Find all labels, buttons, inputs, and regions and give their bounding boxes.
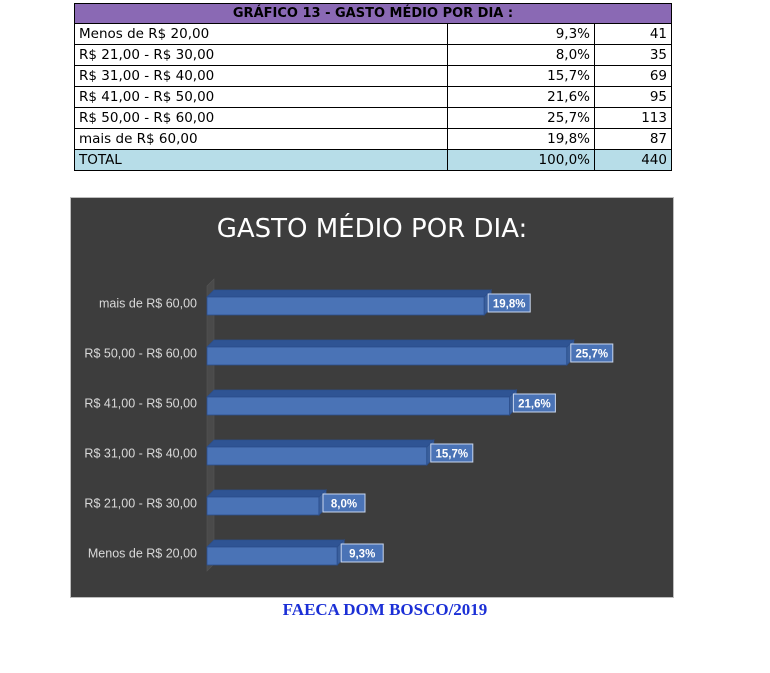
table-row bbox=[75, 129, 672, 150]
category-label: R$ 41,00 - R$ 50,00 bbox=[84, 396, 197, 411]
bar-top bbox=[207, 490, 326, 497]
total-count: 440 bbox=[595, 150, 672, 171]
table-row bbox=[75, 66, 672, 87]
row-percent: 21,6% bbox=[448, 87, 595, 108]
axis-wall bbox=[207, 279, 214, 571]
total-percent: 100,0% bbox=[448, 150, 595, 171]
bar bbox=[207, 397, 509, 415]
row-label: mais de R$ 60,00 bbox=[75, 129, 448, 150]
bar bbox=[207, 447, 427, 465]
row-percent: 8,0% bbox=[448, 45, 595, 66]
chart-panel bbox=[70, 197, 674, 598]
row-percent: 15,7% bbox=[448, 66, 595, 87]
bar bbox=[207, 297, 484, 315]
data-table bbox=[74, 3, 672, 171]
category-label: mais de R$ 60,00 bbox=[99, 296, 197, 311]
bar-top bbox=[207, 390, 516, 397]
bar bbox=[207, 347, 567, 365]
category-label: R$ 31,00 - R$ 40,00 bbox=[84, 446, 197, 461]
bar-top bbox=[207, 540, 344, 547]
total-label: TOTAL bbox=[75, 150, 448, 171]
data-label: 8,0% bbox=[330, 498, 358, 511]
table-row bbox=[75, 87, 672, 108]
data-label: 9,3% bbox=[349, 548, 376, 561]
row-label: Menos de R$ 20,00 bbox=[75, 24, 448, 45]
row-label: R$ 21,00 - R$ 30,00 bbox=[75, 45, 448, 66]
row-percent: 9,3% bbox=[448, 24, 595, 45]
category-label: Menos de R$ 20,00 bbox=[87, 546, 197, 561]
bar bbox=[207, 547, 337, 565]
footer-source: FAECA DOM BOSCO/2019 bbox=[282, 600, 488, 619]
bar-top bbox=[207, 440, 434, 447]
category-label: R$ 50,00 - R$ 60,00 bbox=[84, 346, 197, 361]
data-label: 19,8% bbox=[492, 298, 526, 311]
table-row bbox=[75, 108, 672, 129]
row-count: 113 bbox=[595, 108, 672, 129]
data-label: 21,6% bbox=[518, 398, 551, 411]
row-count: 95 bbox=[595, 87, 672, 108]
row-label: R$ 50,00 - R$ 60,00 bbox=[75, 108, 448, 129]
table-title: GRÁFICO 13 - GASTO MÉDIO POR DIA : bbox=[75, 4, 672, 24]
table-row bbox=[75, 45, 672, 66]
bar-top bbox=[207, 340, 574, 347]
row-count: 35 bbox=[595, 45, 672, 66]
row-percent: 19,8% bbox=[448, 129, 595, 150]
data-label: 15,7% bbox=[435, 448, 469, 461]
row-label: R$ 31,00 - R$ 40,00 bbox=[75, 66, 448, 87]
table-row bbox=[75, 24, 672, 45]
bar-top bbox=[207, 290, 491, 297]
row-count: 41 bbox=[595, 24, 672, 45]
data-label: 25,7% bbox=[575, 348, 609, 361]
table-total-row bbox=[75, 150, 672, 171]
bar bbox=[207, 497, 319, 515]
row-count: 87 bbox=[595, 129, 672, 150]
row-label: R$ 41,00 - R$ 50,00 bbox=[75, 87, 448, 108]
row-percent: 25,7% bbox=[448, 108, 595, 129]
bar-chart bbox=[71, 198, 673, 597]
chart-title: GASTO MÉDIO POR DIA: bbox=[216, 214, 528, 244]
category-label: R$ 21,00 - R$ 30,00 bbox=[84, 496, 197, 511]
row-count: 69 bbox=[595, 66, 672, 87]
